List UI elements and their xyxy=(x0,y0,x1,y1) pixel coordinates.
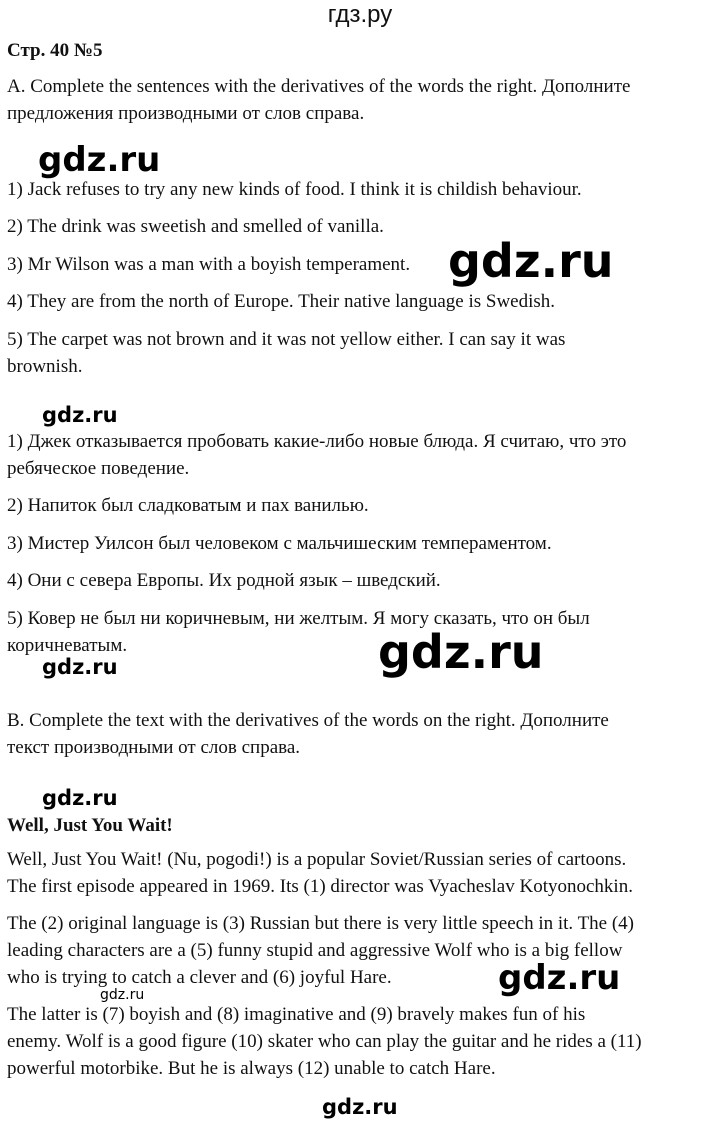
story-paragraph-2-line-3: who is trying to catch a clever and (6) joyful Hare. xyxy=(7,967,392,988)
story-paragraph-3-line-1: The latter is (7) boyish and (8) imaginative and (9) bravely makes fun of his xyxy=(7,1004,586,1025)
answer-en-2: 2) The drink was sweetish and smelled of vanilla. xyxy=(7,216,384,237)
story-title: Well, Just You Wait! xyxy=(7,815,173,836)
answer-ru-2: 2) Напиток был сладковатым и пах ванилью. xyxy=(7,495,369,516)
answer-ru-3: 3) Мистер Уилсон был человеком с мальчишеским темпераментом. xyxy=(7,533,552,554)
answer-ru-5-line-2: коричневатым. xyxy=(7,635,128,656)
story-paragraph-2-line-1: The (2) original language is (3) Russian but there is very little speech in it. The (4) xyxy=(7,913,635,934)
answer-en-3: 3) Mr Wilson was a man with a boyish temperament. xyxy=(7,254,411,275)
answer-ru-1-line-2: ребяческое поведение. xyxy=(7,458,190,479)
watermark: gdz.ru xyxy=(42,655,118,679)
section-a-task-line-1: A. Complete the sentences with the derivatives of the words the right. Дополните xyxy=(7,76,631,97)
watermark: gdz.ru xyxy=(378,625,544,679)
section-b-task-line-1: B. Complete the text with the derivatives of the words on the right. Дополните xyxy=(7,710,609,731)
answer-ru-1-line-1: 1) Джек отказывается пробовать какие-либо новые блюда. Я считаю, что это xyxy=(7,431,627,452)
answer-en-4: 4) They are from the north of Europe. Their native language is Swedish. xyxy=(7,291,556,312)
site-header: гдз.ру xyxy=(327,1,393,28)
watermark: gdz.ru xyxy=(100,987,145,1003)
page-title: Стр. 40 №5 xyxy=(7,40,103,61)
story-paragraph-2-line-2: leading characters are a (5) funny stupid and aggressive Wolf who is a big fellow xyxy=(7,940,623,961)
watermark: gdz.ru xyxy=(42,786,118,810)
answer-ru-5-line-1: 5) Ковер не был ни коричневым, ни желтым. Я могу сказать, что он был xyxy=(7,608,590,629)
section-a-task-line-2: предложения производными от слов справа. xyxy=(7,103,365,124)
answer-en-1: 1) Jack refuses to try any new kinds of food. I think it is childish behaviour. xyxy=(7,179,582,200)
story-paragraph-1-line-1: Well, Just You Wait! (Nu, pogodi!) is a popular Soviet/Russian series of cartoons. xyxy=(7,849,627,870)
answer-en-5-line-1: 5) The carpet was not brown and it was not yellow either. I can say it was xyxy=(7,329,566,350)
story-paragraph-3-line-3: powerful motorbike. But he is always (12) unable to catch Hare. xyxy=(7,1058,496,1079)
answer-en-5-line-2: brownish. xyxy=(7,356,83,377)
watermark: gdz.ru xyxy=(498,958,621,998)
story-paragraph-3-line-2: enemy. Wolf is a good figure (10) skater who can play the guitar and he rides a (11) xyxy=(7,1031,642,1052)
section-b-task-line-2: текст производными от слов справа. xyxy=(7,737,301,758)
watermark: gdz.ru xyxy=(322,1095,398,1119)
watermark: gdz.ru xyxy=(42,403,118,427)
watermark: gdz.ru xyxy=(448,234,614,288)
answer-ru-4: 4) Они с севера Европы. Их родной язык – шведский. xyxy=(7,570,441,591)
watermark: gdz.ru xyxy=(38,140,161,180)
story-paragraph-1-line-2: The first episode appeared in 1969. Its (1) director was Vyacheslav Kotyonochkin. xyxy=(7,876,633,897)
